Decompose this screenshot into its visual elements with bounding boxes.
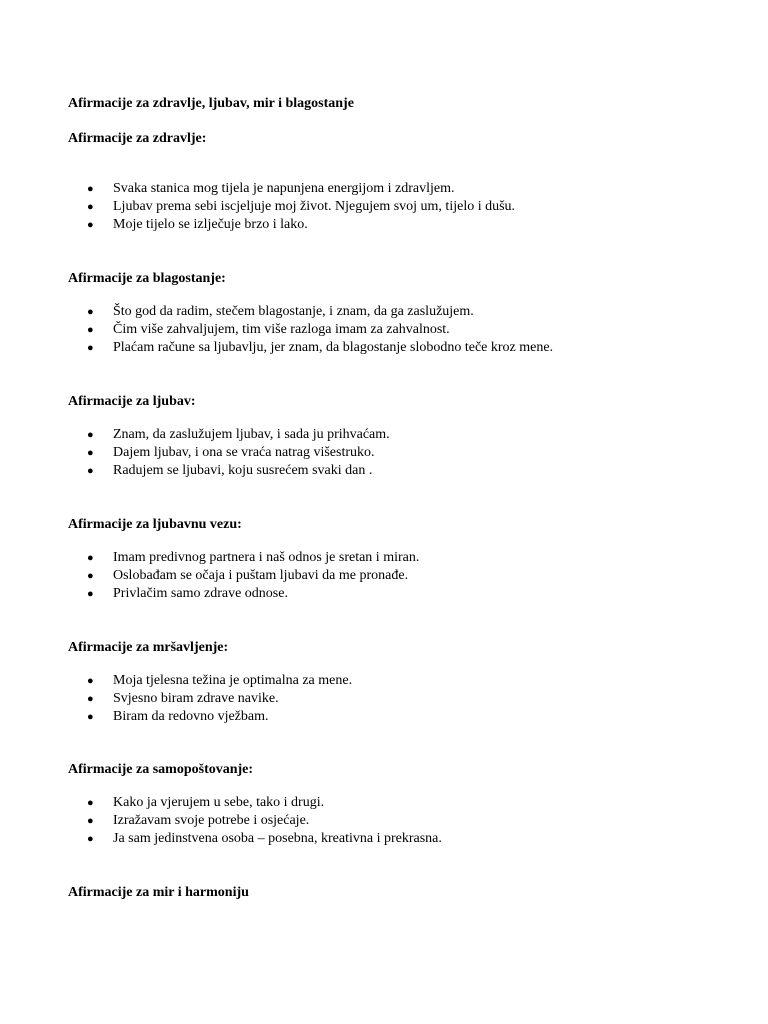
document-page: Afirmacije za zdravlje, ljubav, mir i blagostanje Afirmacije za zdravlje: ● Svaka stanica mog tijela je napunjena energijom i zdravljem. ● Ljubav prema sebi iscjeljuje moj život. Njegujem svoj um, tijelo i dušu. ● Moje tijelo se izlječuje brzo i lako. Afirmacije za blagostanje: ● Što god da radim, stečem blagostanje, i znam, da ga zaslužujem. ● Čim više zahvaljujem, tim više razloga imam za zahvalnost. ● Plaćam račune sa ljubavlju, jer znam, da blagostanje slobodno teče kroz mene. Afirmacije za ljubav: ● Znam, da zaslužujem ljubav, i sada ju prihvaćam. ● Dajem ljubav, i ona se vraća natrag višestruko. ● Radujem se ljubavi, koju susrećem svaki dan . Afirmacije za ljubavnu vezu: ● Imam predivnog partnera i naš odnos je sretan i miran. ● Oslobađam se očaja i puštam ljubavi da me pronađe. ● Privlačim samo zdrave odnose. Afirmacije za mršavljenje: ● Moja tjelesna težina je optimalna za mene. ● Svjesno biram zdrave navike. ● Biram da redovno vježbam. Afirmacije za samopoštovanje: ● Kako ja vjerujem u sebe, tako i drugi. ● Izražavam svoje potrebe i osjećaje. ● Ja sam jedinstvena osoba – posebna, kreativna i prekrasna. Afirmacije za mir i harmoniju bbox=[0, 0, 768, 1024]
bullet-icon: ● bbox=[87, 552, 94, 564]
section-heading-ljubavnu-vezu: Afirmacije za ljubavnu vezu: bbox=[68, 517, 242, 532]
bullet-icon: ● bbox=[87, 588, 94, 600]
bullet-icon: ● bbox=[87, 219, 94, 231]
bullet-icon: ● bbox=[87, 306, 94, 318]
bullet-icon: ● bbox=[87, 429, 94, 441]
section-heading-samopostovanje: Afirmacije za samopoštovanje: bbox=[68, 762, 254, 777]
document-title: Afirmacije za zdravlje, ljubav, mir i blagostanje bbox=[68, 96, 354, 111]
bullet-icon: ● bbox=[87, 675, 94, 687]
bullet-icon: ● bbox=[87, 711, 94, 723]
bullet-icon: ● bbox=[87, 693, 94, 705]
bullet-icon: ● bbox=[87, 447, 94, 459]
section-heading-zdravlje: Afirmacije za zdravlje: bbox=[68, 131, 207, 146]
bullet-icon: ● bbox=[87, 815, 94, 827]
bullet-icon: ● bbox=[87, 833, 94, 845]
bullet-icon: ● bbox=[87, 570, 94, 582]
bullet-icon: ● bbox=[87, 201, 94, 213]
bullet-icon: ● bbox=[87, 797, 94, 809]
bullet-icon: ● bbox=[87, 183, 94, 195]
section-heading-mrsavljenje: Afirmacije za mršavljenje: bbox=[68, 640, 229, 655]
bullet-icon: ● bbox=[87, 324, 94, 336]
section-heading-ljubav: Afirmacije za ljubav: bbox=[68, 394, 196, 409]
bullet-icon: ● bbox=[87, 342, 94, 354]
section-heading-mir-i-harmoniju: Afirmacije za mir i harmoniju bbox=[68, 885, 249, 900]
section-heading-blagostanje: Afirmacije za blagostanje: bbox=[68, 271, 226, 286]
bullet-icon: ● bbox=[87, 465, 94, 477]
